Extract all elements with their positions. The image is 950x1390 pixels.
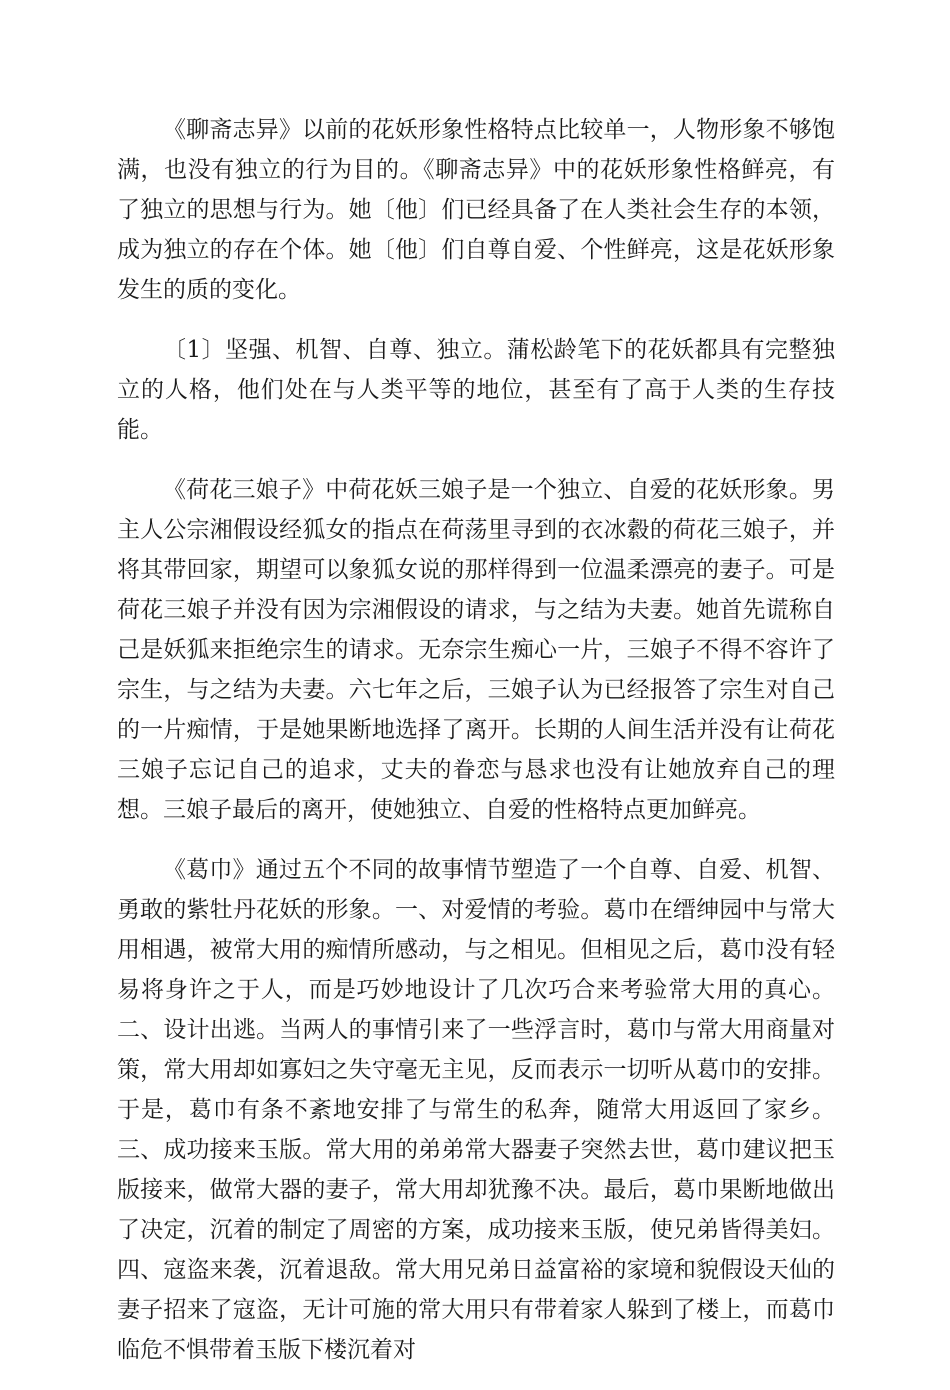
document-body [117, 110, 835, 1390]
paragraph-4: 《葛巾》通过五个不同的故事情节塑造了一个自尊、自爱、机智、勇敢的紫牡丹花妖的形象。一、对爱情的考验。葛巾在缙绅园中与常大用相遇，被常大用的痴情所感动，与之相见。但相见之后，葛巾没有轻易将身许之于人，而是巧妙地设计了几次巧合来考验常大用的真心。二、设计出逃。当两人的事情引来了一些浮言时，葛巾与常大用商量对策，常大用却如寡妇之失守毫无主见，反而表示一切听从葛巾的安排。于是，葛巾有条不紊地安排了与常生的私奔，随常大用返回了家乡。三、成功接来玉版。常大用的弟弟常大器妻子突然去世，葛巾建议把玉版接来，做常大器的妻子，常大用却犹豫不决。最后，葛巾果断地做出了决定，沉着的制定了周密的方案，成功接来玉版，使兄弟皆得美妇。四、寇盗来袭，沉着退敌。常大用兄弟日益富裕的家境和貌假设天仙的妻子招来了寇盗，无计可施的常大用只有带着家人躲到了楼上，而葛巾临危不惧带着玉版下楼沉着对 [117, 857, 835, 1363]
paragraph-2: 〔1〕坚强、机智、自尊、独立。蒲松龄笔下的花妖都具有完整独立的人格，他们处在与人类平等的地位，甚至有了高于人类的生存技能。 [117, 337, 835, 443]
paragraph-1: 《聊斋志异》以前的花妖形象性格特点比较单一，人物形象不够饱满，也没有独立的行为目的。《聊斋志异》中的花妖形象性格鲜亮，有了独立的思想与行为。她〔他〕们已经具备了在人类社会生存的本领，成为独立的存在个体。她〔他〕们自尊自爱、个性鲜亮，这是花妖形象发生的质的变化。 [117, 117, 835, 303]
paragraph-3: 《荷花三娘子》中荷花妖三娘子是一个独立、自爱的花妖形象。男主人公宗湘假设经狐女的指点在荷荡里寻到的衣冰縠的荷花三娘子，并将其带回家，期望可以象狐女说的那样得到一位温柔漂亮的妻子。可是荷花三娘子并没有因为宗湘假设的请求，与之结为夫妻。她首先谎称自己是妖狐来拒绝宗生的请求。无奈宗生痴心一片，三娘子不得不容许了宗生，与之结为夫妻。六七年之后，三娘子认为已经报答了宗生对自己的一片痴情，于是她果断地选择了离开。长期的人间生活并没有让荷花三娘子忘记自己的追求，丈夫的眷恋与恳求也没有让她放弃自己的理想。三娘子最后的离开，使她独立、自爱的性格特点更加鲜亮。 [117, 477, 835, 823]
